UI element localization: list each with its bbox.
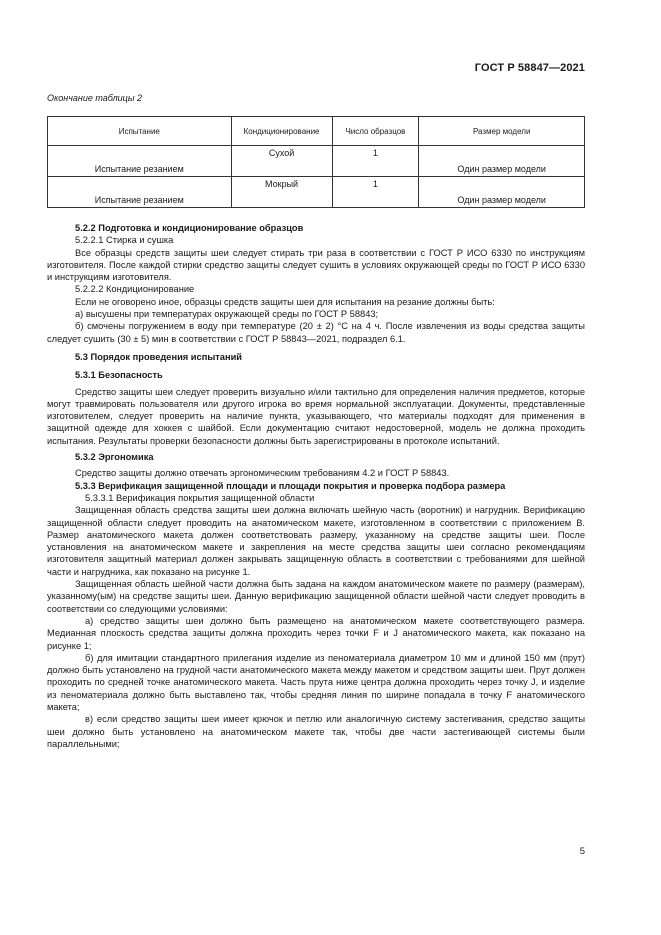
paragraph: Защищенная область средства защиты шеи должна включать шейную часть (воротник) и нагрудник. Верификацию защищенной области следует проводить на анатомическом макете, изготовленном в соответствии с приложением В. Размер анатомического макета должен соответствовать размеру, указанному на средстве защиты шеи. После установления на анатомическом макете и закрепления на месте средства защиты шеи согласно рекомендациям изготовителя защитный материал должен закрывать защищенную область в соответствии с требованиями для шейной части и нагрудника, как показано на рисунке 1.: [47, 505, 585, 577]
page-number: 5: [579, 846, 585, 857]
subsection-title: 5.3.3.1 Верификация покрытия защищенной области: [85, 492, 315, 503]
section-heading: 5.3 Порядок проведения испытаний: [75, 351, 243, 362]
table-header-row: [48, 117, 585, 146]
list-item: а) средство защиты шеи должно быть размещено на анатомическом макете соответствующего размера. Медианная плоскость средства защиты должна проходить через точки F и J анатомического макета, как показано на рисунке 1;: [47, 615, 585, 651]
model-size: Один размер модели: [457, 164, 546, 174]
section-heading: 5.3.1 Безопасность: [75, 370, 163, 381]
table-row: [48, 146, 585, 177]
sample-count: 1: [372, 179, 378, 189]
paragraph: Защищенная область шейной части должна быть задана на каждом анатомическом макете по размеру (размерам), указанному(ым) на средстве защиты шеи. Данную верификацию защищенной области шейной части следует проводить в соответствии со следующими условиями:: [47, 579, 585, 614]
paragraph: Если не оговорено иное, образцы средств защиты шеи для испытания на резание должны быть:: [75, 296, 495, 307]
conditioning: Сухой: [268, 148, 295, 158]
paragraph: Средство защиты должно отвечать эргономическим требованиям 4.2 и ГОСТ Р 58843.: [75, 468, 450, 479]
body-text: [47, 222, 585, 750]
test-table: [47, 116, 585, 208]
subsection-title: 5.2.2.2 Кондиционирование: [75, 284, 195, 295]
header-cell: Кондиционирование: [231, 117, 332, 146]
paragraph: Средство защиты шеи следует проверить визуально и/или тактильно для определения наличия предметов, которые могут травмировать пользователя или другого игрока во время нормальной эксплуатации. Документы, представленные изготовителем, следует проверить на наличие пункта, указывающего, что материалы подходят для применения в защитной одежде для хоккея с шайбой. Если документацию считают недостоверной, модель не должна проходить испытания. Результаты проверки безопасности должны быть зарегистрированы в протоколе испытаний.: [47, 386, 585, 446]
list-item: а) высушены при температурах окружающей среды по ГОСТ Р 58843;: [75, 309, 379, 320]
standard-header: ГОСТ Р 58847—2021: [474, 62, 585, 74]
paragraph: Все образцы средств защиты шеи следует стирать три раза в соответствии с ГОСТ Р ИСО 6330 по инструкциям изготовителя. После каждой стирки средство защиты следует сушить в условиях окружающей среды по ГОСТ Р ИСО 6330 и инструкциям изготовителя.: [47, 247, 585, 283]
test-name: Испытание резанием: [94, 195, 184, 205]
list-item: б) смочены погружением в воду при температуре (20 ± 2) °С на 4 ч. После извлечения из воды средства защиты следует сушить (30 ± 5) мин в соответствии с ГОСТ Р 58843—2021, подраздел 6.1.: [47, 321, 585, 344]
model-size: Один размер модели: [457, 195, 546, 205]
section-heading: 5.3.2 Эргономика: [75, 452, 154, 463]
test-name: Испытание резанием: [94, 164, 184, 174]
table-row: [48, 177, 585, 208]
conditioning: Мокрый: [265, 179, 299, 189]
section-heading: 5.2.2 Подготовка и кондиционирование образцов: [75, 223, 304, 233]
table-caption: Окончание таблицы 2: [47, 93, 142, 103]
document-page: [47, 0, 585, 935]
list-item: б) для имитации стандартного прилегания изделие из пеноматериала диаметром 10 мм и длиной 150 мм (прут) должно быть установлено на грудной части анатомического макета между макетом и средством защиты шеи. Прут должен проходить по средней точке анатомического макета. Часть прута ниже центра должна проходить через точку J, и изделие из пеноматериала должно быть выставлено так, чтобы средняя линия по ширине попадала в точку F анатомического макета;: [47, 652, 585, 712]
section-heading: 5.3.3 Верификация защищенной площади и площади покрытия и проверка подбора размера: [75, 480, 506, 491]
header-cell: Число образцов: [332, 117, 419, 146]
header-cell: Испытание: [48, 117, 232, 146]
list-item: в) если средство защиты шеи имеет крючок и петлю или аналогичную систему застегивания, средство защиты шеи должно быть установлено на анатомическом макете так, чтобы две части застегивающей системы были параллельными;: [47, 714, 585, 749]
subsection-title: 5.2.2.1 Стирка и сушка: [75, 235, 174, 246]
header-cell: Размер модели: [419, 117, 585, 146]
sample-count: 1: [372, 148, 378, 158]
